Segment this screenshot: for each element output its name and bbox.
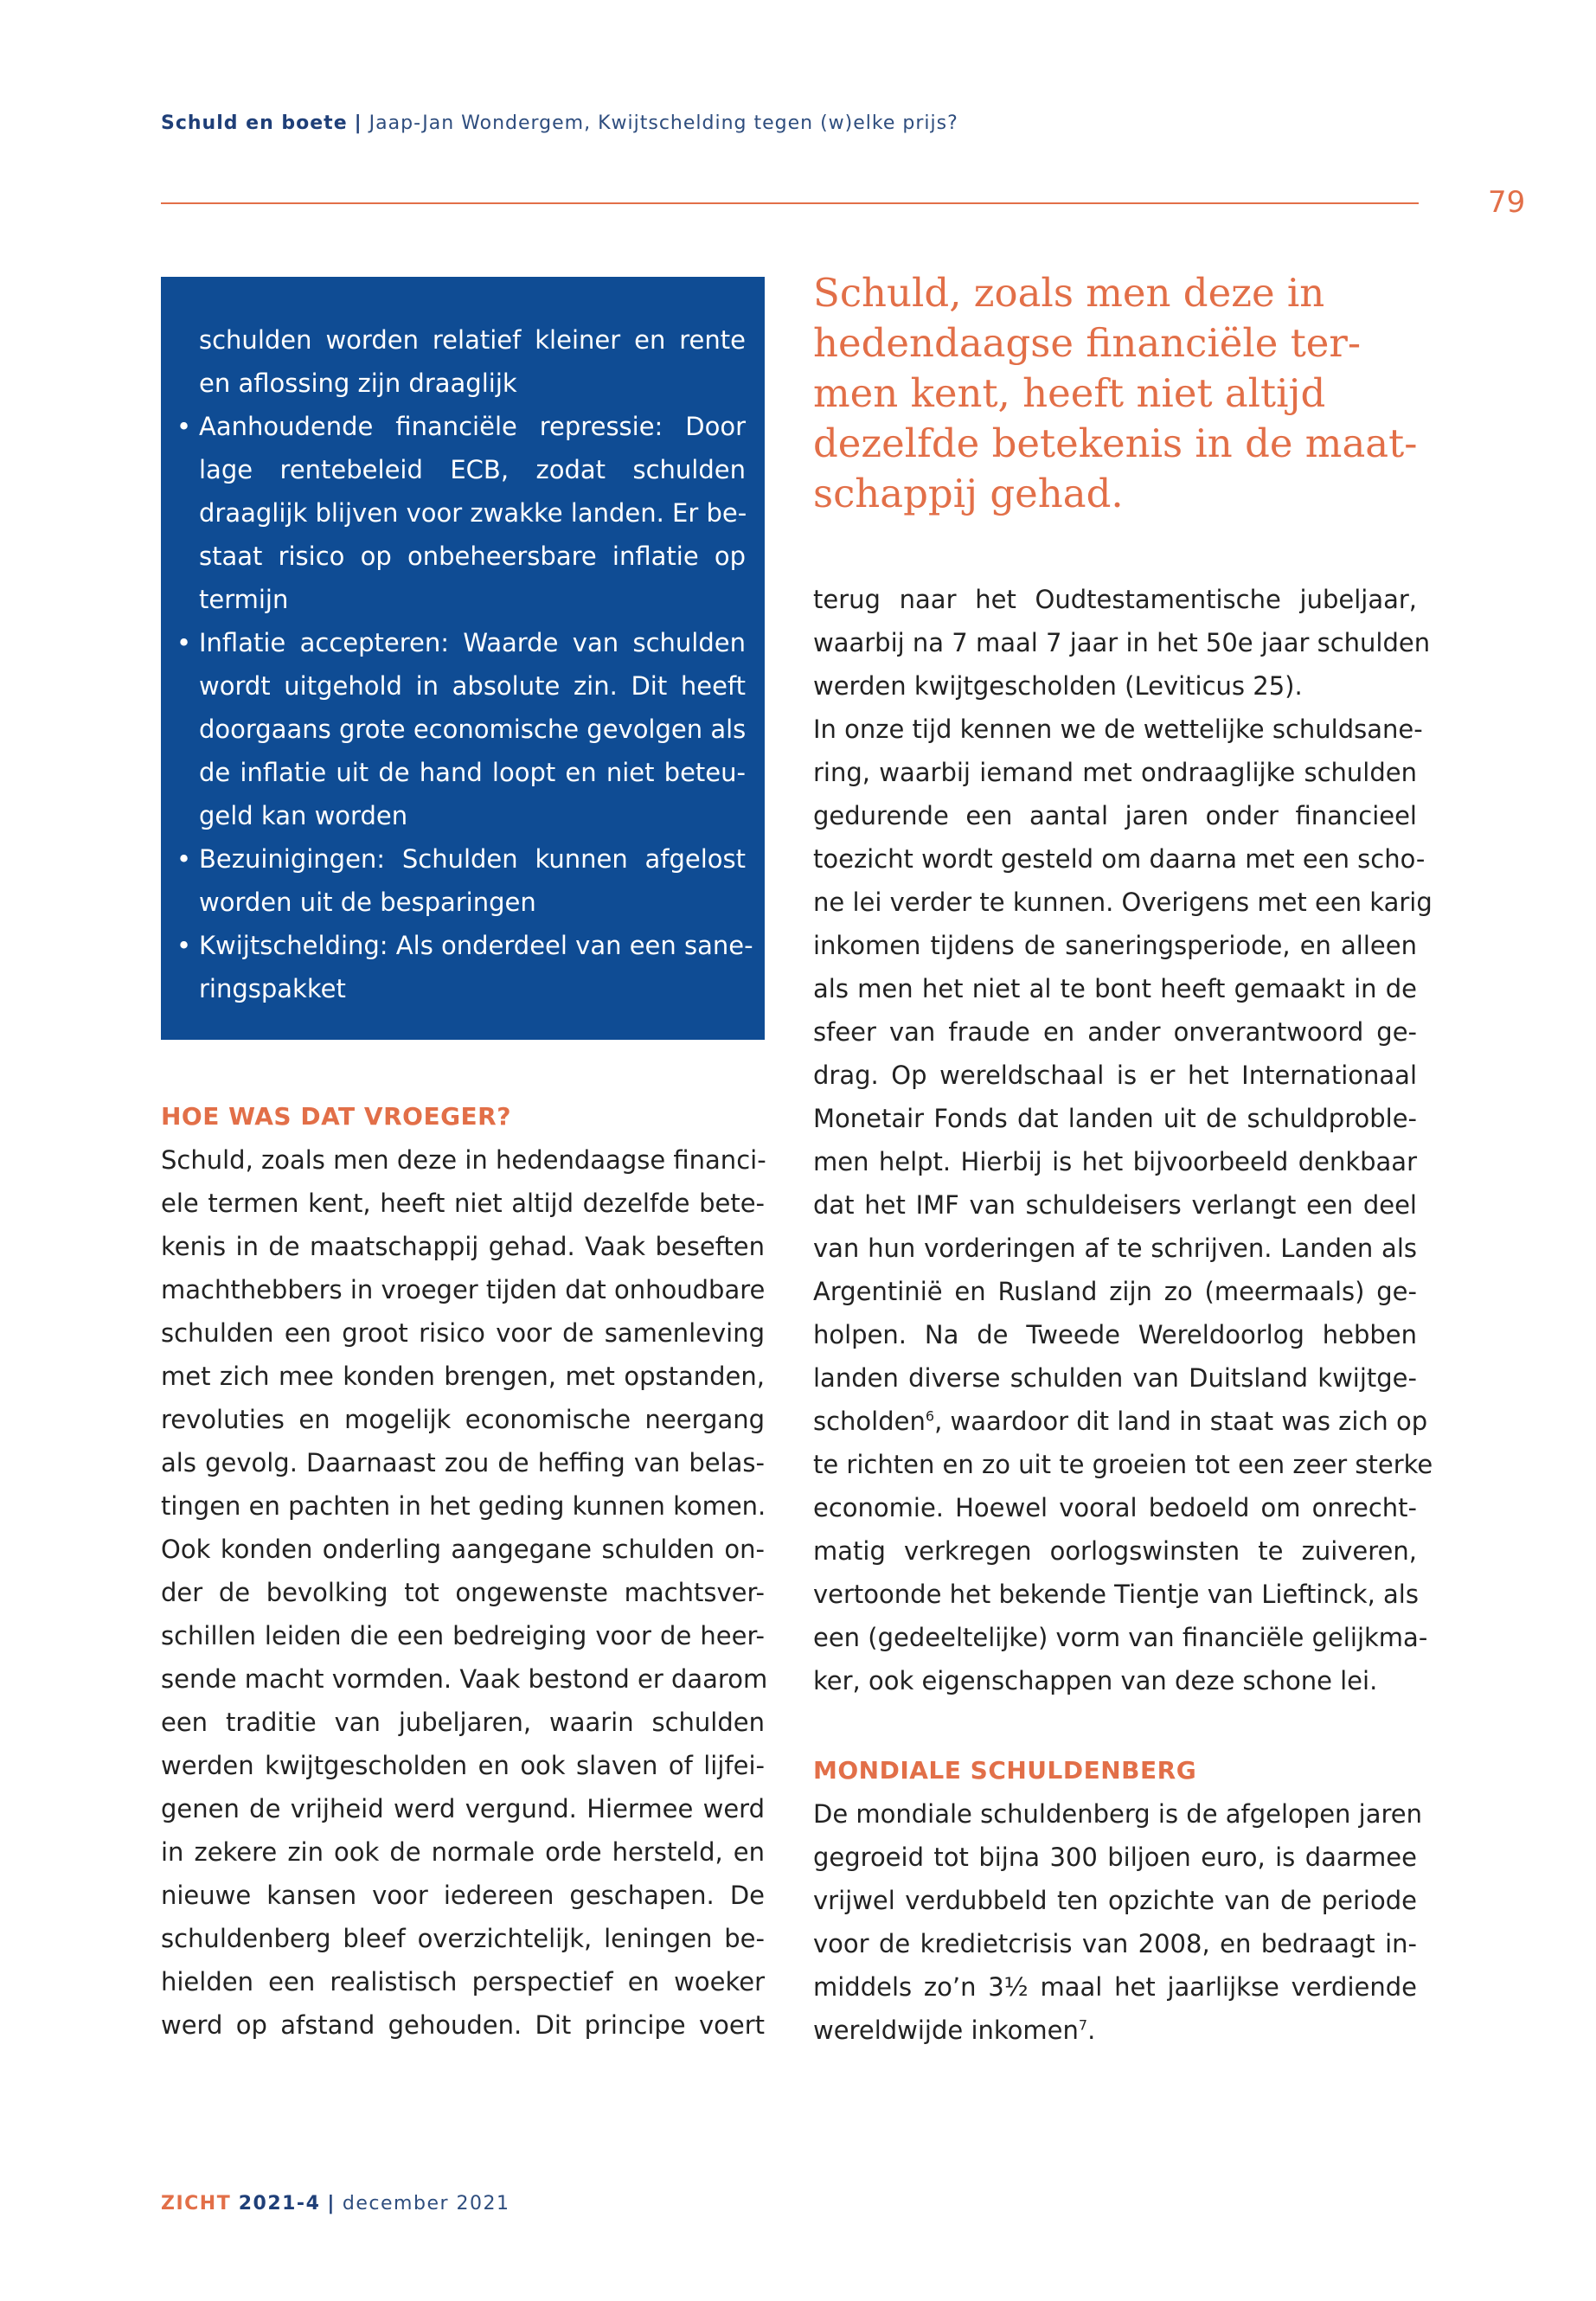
box-line (176, 837, 746, 881)
body-line (813, 1659, 1417, 1702)
body-line-text: een (gedeeltelijke) vorm van financiële gelijkma- (813, 1623, 1428, 1652)
body-line (813, 1616, 1428, 1659)
body-line-text: men helpt. Hierbij is het bijvoorbeeld denkbaar (813, 1147, 1417, 1176)
footer (161, 2193, 510, 2214)
bullet-icon: • (176, 628, 192, 657)
footnote-ref: 7 (1078, 2016, 1088, 2034)
body-line: werden kwijtgescholden en ook slaven of lijfei- (161, 1751, 765, 1780)
section-body-schuldenberg (813, 1792, 1422, 2052)
body-line (813, 881, 1433, 924)
bullet-icon: • (176, 844, 192, 874)
body-line-text: Monetair Fonds dat landen uit de schuldproble- (813, 1104, 1417, 1133)
body-line-text: matig verkregen oorlogswinsten te zuiveren, (813, 1536, 1417, 1566)
body-line-text: middels zo’n 3½ maal het jaarlijkse verdiende (813, 1972, 1417, 2002)
body-line-text: ne lei verder te kunnen. Overigens met een karig (813, 888, 1433, 917)
footer-magazine: ZICHT (161, 2193, 232, 2214)
box-line (199, 664, 746, 708)
box-line (199, 751, 746, 794)
body-line-text: gegroeid tot bijna 300 biljoen euro, is daarmee (813, 1843, 1417, 1872)
box-line (199, 448, 746, 491)
box-line-text: doorgaans grote economische gevolgen als (199, 715, 747, 744)
body-line-text: werden kwijtgescholden (Leviticus 25). (813, 671, 1303, 701)
body-line-text: voor de kredietcrisis van 2008, en bedraagt in- (813, 1929, 1417, 1958)
body-line: een traditie van jubeljaren, waarin schulden (161, 1708, 765, 1737)
body-line: met zich mee konden brengen, met opstanden, (161, 1362, 765, 1391)
body-line-text: van hun vorderingen af te schrijven. Landen als (813, 1234, 1417, 1263)
body-line (813, 1792, 1422, 1836)
body-line-text: ker, ook eigenschappen van deze schone lei. (813, 1666, 1378, 1695)
box-line (199, 491, 746, 535)
right-column-section (813, 1749, 1422, 2052)
header-section: Schuld en boete (161, 112, 348, 134)
body-line (813, 1879, 1417, 1922)
body-line (813, 1140, 1417, 1183)
box-line (199, 318, 746, 362)
body-line-text: economie. Hoewel vooral bedoeld om onrecht- (813, 1493, 1417, 1522)
body-line (813, 1573, 1417, 1616)
body-line-text: ring, waarbij iemand met ondraaglijke schulden (813, 758, 1417, 787)
body-line (813, 1010, 1417, 1054)
box-line (199, 535, 746, 578)
body-line (813, 664, 1417, 708)
pull-quote (813, 268, 1419, 519)
body-line (813, 1486, 1417, 1529)
box-line-text: de inflatie uit de hand loopt en niet beteu- (199, 758, 746, 787)
body-line (813, 1183, 1417, 1227)
body-line (813, 708, 1423, 751)
box-line-text: lage rentebeleid ECB, zodat schulden (199, 455, 746, 484)
body-line: als gevolg. Daarnaast zou de heffing van belas- (161, 1448, 765, 1477)
pull-quote-line: men kent, heeft niet altijd (813, 370, 1326, 416)
body-line-text: De mondiale schuldenberg is de afgelopen jaren (813, 1799, 1422, 1829)
body-line-text: vertoonde het bekende Tientje van Lieftinck, als (813, 1580, 1419, 1609)
bullet-icon: • (176, 412, 192, 441)
body-line-text: vrijwel verdubbeld ten opzichte van de periode (813, 1886, 1417, 1915)
body-line: Schuld, zoals men deze in hedendaagse financi- (161, 1145, 766, 1175)
body-line: schillen leiden die een bedreiging voor de heer- (161, 1621, 765, 1650)
box-line-text: geld kan worden (199, 801, 408, 830)
body-line: kenis in de maatschappij gehad. Vaak beseften (161, 1232, 765, 1261)
box-line-text: Inflatie accepteren: Waarde van schulden (199, 628, 746, 657)
body-line-text: inkomen tijdens de saneringsperiode, en alleen (813, 931, 1417, 960)
body-line-text: te richten en zo uit te groeien tot een zeer sterke (813, 1450, 1433, 1479)
body-line: in zekere zin ook de normale orde hersteld, en (161, 1837, 765, 1867)
left-column (161, 1095, 768, 2047)
body-line: ele termen kent, heeft niet altijd dezelfde bete- (161, 1189, 765, 1218)
box-line-text: Kwijtschelding: Als onderdeel van een sane- (199, 931, 753, 960)
box-line (176, 924, 753, 967)
body-line (813, 621, 1431, 664)
body-line (813, 1227, 1417, 1270)
box-line (176, 405, 746, 448)
box-line-text: draaglijk blijven voor zwakke landen. Er be- (199, 498, 747, 528)
section-body-vroeger (161, 1138, 768, 2047)
right-column-body (813, 578, 1433, 1702)
page-number: 79 (1488, 185, 1526, 220)
box-line-text: schulden worden relatief kleiner en rente (199, 325, 746, 355)
body-line: werd op afstand gehouden. Dit principe voert (161, 2010, 765, 2040)
body-line (813, 1097, 1417, 1140)
body-line-text: sfeer van fraude en ander onverantwoord ge- (813, 1017, 1417, 1047)
body-line (813, 1356, 1417, 1400)
footer-issue: 2021-4 (238, 2193, 321, 2214)
body-line (813, 2009, 1417, 2052)
body-line-text: terug naar het Oudtestamentische jubeljaar, (813, 585, 1417, 614)
body-line-text: gedurende een aantal jaren onder financieel (813, 801, 1417, 830)
body-line-text: scholden (813, 1407, 926, 1436)
box-line (199, 578, 746, 621)
box-line-text: Aanhoudende financiële repressie: Door (199, 412, 746, 441)
header-separator: | (354, 112, 362, 134)
body-line (813, 751, 1417, 794)
running-header (161, 112, 958, 134)
body-line: nieuwe kansen voor iedereen geschapen. De (161, 1881, 765, 1910)
header-rule (161, 202, 1419, 204)
body-line: tingen en pachten in het geding kunnen komen. (161, 1491, 766, 1521)
body-line (813, 1400, 1428, 1443)
box-line-text: ringspakket (199, 974, 346, 1003)
body-line (813, 578, 1417, 621)
header-subtitle: Jaap-Jan Wondergem, Kwijtschelding tegen (w)elke prijs? (369, 112, 958, 134)
bullet-icon: • (176, 931, 192, 960)
body-line-text: In onze tijd kennen we de wettelijke schuldsane- (813, 715, 1423, 744)
body-line (813, 924, 1417, 967)
footer-date: december 2021 (342, 2193, 510, 2214)
body-line: revoluties en mogelijk economische neergang (161, 1405, 765, 1434)
body-line-text: drag. Op wereldschaal is er het Internationaal (813, 1061, 1417, 1090)
body-line (813, 794, 1417, 837)
box-line-text: worden uit de besparingen (199, 888, 536, 917)
section-heading-schuldenberg: MONDIALE SCHULDENBERG (813, 1756, 1197, 1785)
body-line-text: waarbij na 7 maal 7 jaar in het 50e jaar schulden (813, 628, 1431, 657)
body-line (813, 1054, 1417, 1097)
body-line (813, 1836, 1417, 1879)
pull-quote-line: hedendaagse financiële ter- (813, 320, 1362, 366)
body-line-text: holpen. Na de Tweede Wereldoorlog hebben (813, 1320, 1417, 1349)
body-line (813, 1529, 1417, 1573)
body-line: Ook konden onderling aangegane schulden on- (161, 1535, 765, 1564)
box-line (199, 362, 746, 405)
pull-quote-line: dezelfde betekenis in de maat- (813, 420, 1418, 466)
body-line-text: landen diverse schulden van Duitsland kwijtge- (813, 1363, 1417, 1393)
footer-separator: | (327, 2193, 336, 2214)
body-line: der de bevolking tot ongewenste machtsver- (161, 1578, 765, 1607)
body-line (813, 1313, 1417, 1356)
body-line (813, 1443, 1433, 1486)
right-column (813, 578, 1433, 1702)
section-heading-vroeger: HOE WAS DAT VROEGER? (161, 1102, 511, 1131)
body-line-text: . (1087, 2016, 1096, 2045)
box-line (176, 621, 746, 664)
body-line: schuldenberg bleef overzichtelijk, leningen be- (161, 1924, 765, 1953)
box-line-text: en aflossing zijn draaglijk (199, 369, 517, 398)
body-line-text: Argentinië en Rusland zijn zo (meermaals) ge- (813, 1277, 1417, 1306)
body-line: genen de vrijheid werd vergund. Hiermee werd (161, 1794, 765, 1823)
pull-quote-line: schappij gehad. (813, 471, 1124, 516)
body-line: schulden een groot risico voor de samenleving (161, 1318, 765, 1348)
box-line (199, 794, 746, 837)
box-line-text: wordt uitgehold in absolute zin. Dit heeft (199, 671, 746, 701)
box-line-text: Bezuinigingen: Schulden kunnen afgelost (199, 844, 746, 874)
box-line-text: termijn (199, 585, 289, 614)
box-line (199, 967, 746, 1010)
body-line: machthebbers in vroeger tijden dat onhoudbare (161, 1275, 766, 1304)
box-line-text: staat risico op onbeheersbare inflatie op (199, 542, 746, 571)
body-line (813, 967, 1417, 1010)
body-line (813, 1965, 1417, 2009)
body-line-text: dat het IMF van schuldeisers verlangt een deel (813, 1190, 1417, 1220)
body-line-text: toezicht wordt gesteld om daarna met een scho- (813, 844, 1426, 874)
body-line-text: als men het niet al te bont heeft gemaakt in de (813, 974, 1417, 1003)
body-line (813, 1270, 1417, 1313)
box-line (199, 708, 746, 751)
body-line: hielden een realistisch perspectief en woeker (161, 1967, 765, 1997)
body-line (813, 1922, 1417, 1965)
sidebar-box (161, 277, 765, 1040)
body-line-text: , waardoor dit land in staat was zich op (934, 1407, 1428, 1436)
body-line-text: wereldwijde inkomen (813, 2016, 1079, 2045)
body-line (813, 837, 1426, 881)
footnote-ref: 6 (925, 1407, 935, 1425)
box-line (199, 881, 746, 924)
body-line: sende macht vormden. Vaak bestond er daarom (161, 1664, 768, 1694)
pull-quote-line: Schuld, zoals men deze in (813, 270, 1325, 316)
